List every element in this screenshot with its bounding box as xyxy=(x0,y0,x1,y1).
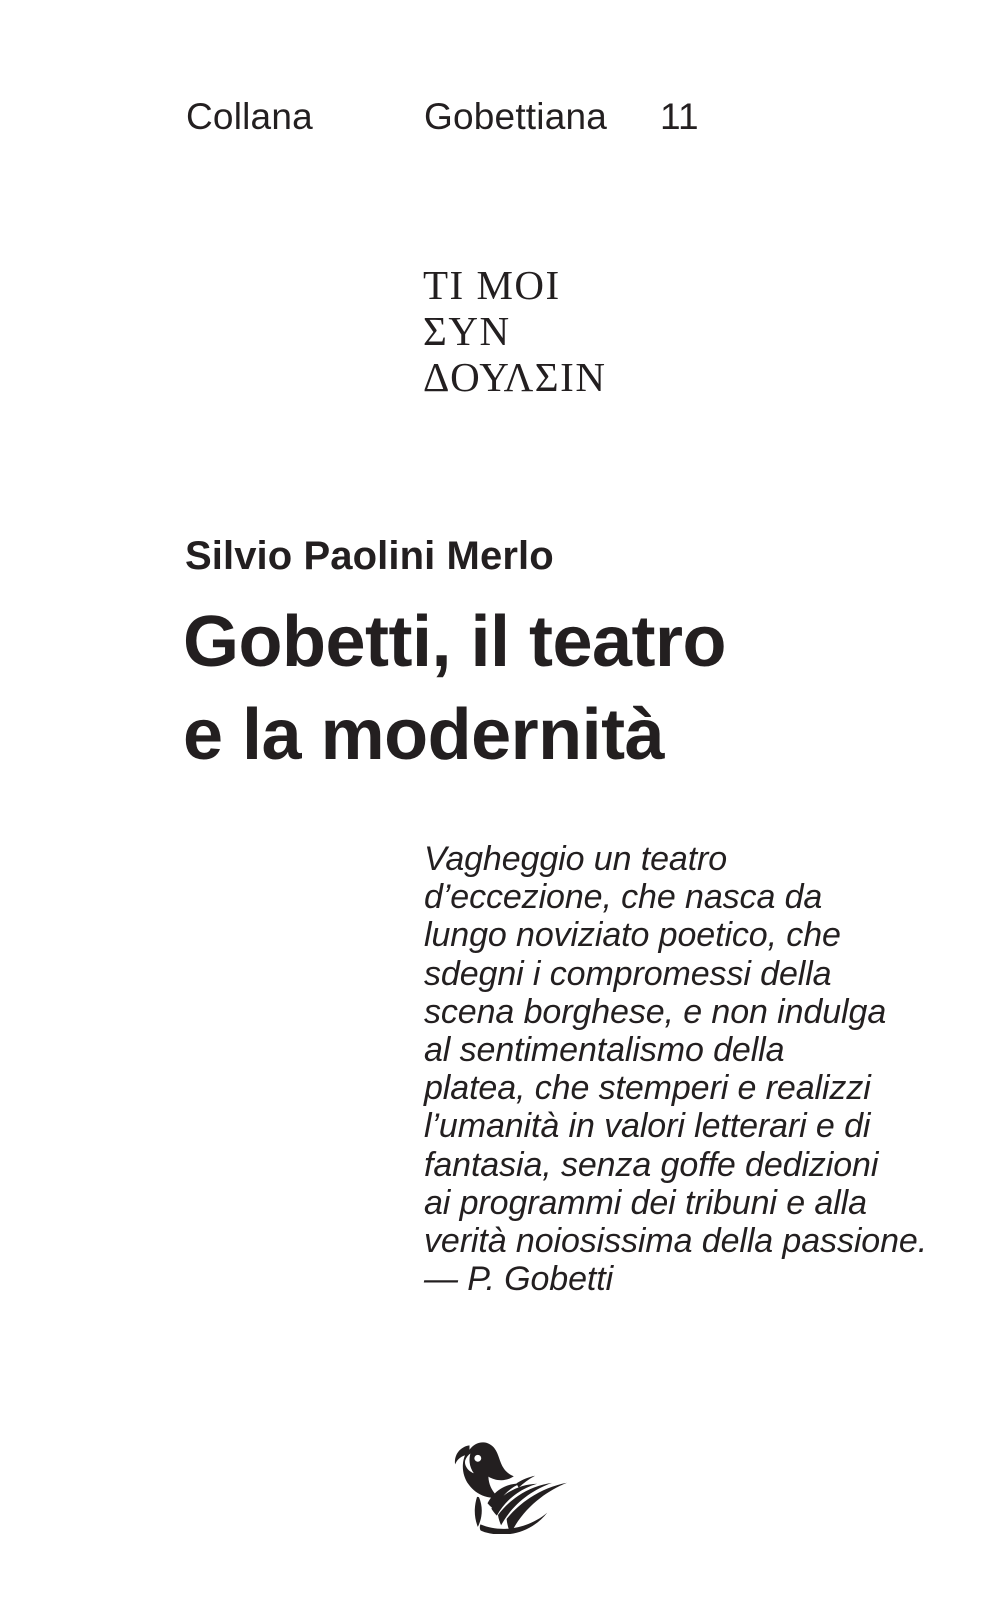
quote-line: ai programmi dei tribuni e alla xyxy=(424,1183,867,1222)
book-title-line-1: Gobetti, il teatro xyxy=(183,602,727,682)
cover-quote xyxy=(424,840,928,1299)
series-header xyxy=(186,96,786,150)
book-title xyxy=(183,596,726,782)
series-collana-label: Collana xyxy=(186,96,313,137)
quote-line: d’eccezione, che nasca da xyxy=(424,878,823,917)
quote-line: sdegni i compromessi della xyxy=(424,954,832,993)
series-name: Gobettiana xyxy=(424,96,608,137)
quote-line: al sentimentalismo della xyxy=(424,1031,785,1070)
greek-epigraph-line-3: ΔΟΥΛΣΙΝ xyxy=(423,354,607,400)
quote-line: platea, che stemperi e realizzi xyxy=(424,1069,871,1108)
quote-attribution: — P. Gobetti xyxy=(424,1260,614,1299)
series-number: 11 xyxy=(660,96,699,137)
author-name: Silvio Paolini Merlo xyxy=(185,534,554,578)
greek-epigraph-line-2: ΣΥΝ xyxy=(423,308,511,354)
quote-line: fantasia, senza goffe dedizioni xyxy=(424,1145,879,1184)
quote-line: scena borghese, e non indulga xyxy=(424,992,887,1031)
quote-line: Vagheggio un teatro xyxy=(424,840,728,878)
quote-line: lungo noviziato poetico, che xyxy=(424,916,841,955)
publisher-logo xyxy=(428,1424,572,1534)
quote-line: verità noiosissima della passione. xyxy=(424,1222,928,1261)
greek-epigraph xyxy=(423,262,606,400)
book-title-line-2: e la modernità xyxy=(183,695,665,775)
greek-epigraph-line-1: ΤΙ ΜΟΙ xyxy=(423,262,561,308)
quote-line: l’umanità in valori letterari e di xyxy=(424,1107,871,1146)
pegasus-icon xyxy=(428,1424,572,1534)
